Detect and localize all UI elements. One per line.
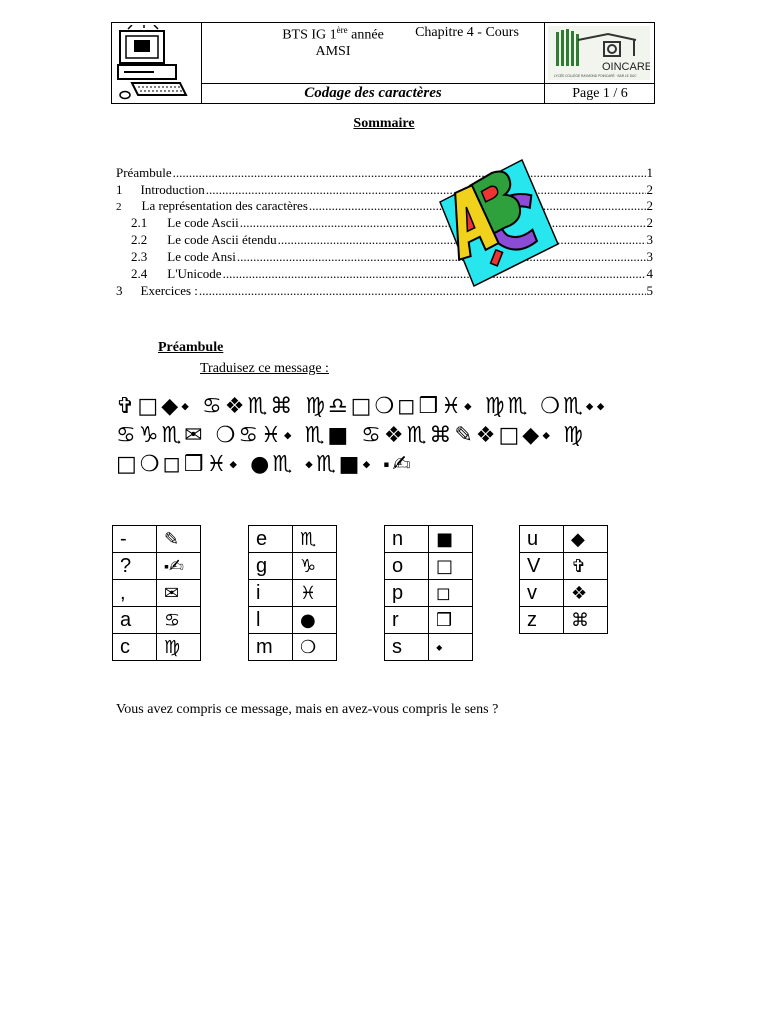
toc-entry-number: 2.2: [131, 232, 148, 247]
plain-char: i: [249, 580, 293, 607]
computer-icon: [114, 25, 198, 102]
toc-entry-title: L'Unicode: [167, 266, 222, 281]
sommaire-heading: Sommaire: [353, 116, 415, 131]
cipher-symbol: ⬝✍: [157, 553, 201, 580]
toc-entry-number: 2: [116, 201, 122, 213]
cipher-key-table: [519, 525, 608, 634]
cipher-symbol: ♑: [293, 553, 337, 580]
plain-char: r: [385, 607, 429, 634]
plain-char: -: [113, 526, 157, 553]
preambule-heading: Préambule: [158, 340, 224, 355]
toc-entry-title: La représentation des caractères: [141, 198, 308, 213]
class-superscript: ère: [336, 25, 348, 35]
plain-char: z: [520, 607, 564, 634]
plain-char: g: [249, 553, 293, 580]
cipher-key-table: [384, 525, 473, 661]
plain-char: c: [113, 634, 157, 661]
cipher-symbol: ✎: [157, 526, 201, 553]
table-row: [520, 607, 608, 634]
cipher-symbol: ♏: [293, 526, 337, 553]
table-row: [385, 526, 473, 553]
table-row: [385, 607, 473, 634]
class-year: année: [347, 27, 384, 43]
plain-char: l: [249, 607, 293, 634]
toc-entry-page: 5: [646, 283, 653, 298]
school-logo: [548, 26, 650, 80]
table-row: [113, 580, 201, 607]
cipher-symbol: ⌘: [564, 607, 608, 634]
toc-entry[interactable]: [116, 182, 653, 198]
toc-entry[interactable]: [116, 215, 653, 231]
plain-char: ,: [113, 580, 157, 607]
table-row: [385, 580, 473, 607]
plain-char: p: [385, 580, 429, 607]
toc-entry[interactable]: [116, 266, 653, 282]
document-header: [111, 22, 655, 104]
plain-char: ?: [113, 553, 157, 580]
toc-entry-title: Le code Ascii étendu: [167, 232, 277, 247]
plain-char: v: [520, 580, 564, 607]
table-row: [385, 634, 473, 661]
closing-question: Vous avez compris ce message, mais en avez-vous compris le sens ?: [116, 702, 499, 717]
cipher-symbol: ✞: [564, 553, 608, 580]
cipher-symbol: ■: [429, 526, 473, 553]
table-row: [249, 634, 337, 661]
toc-entry-number: 2.1: [131, 215, 148, 230]
toc-entry-title: Exercices :: [140, 283, 198, 298]
toc-entry-number: 2.3: [131, 249, 148, 264]
cipher-symbol: ⬩: [429, 634, 473, 661]
cipher-symbol: ♓: [293, 580, 337, 607]
table-row: [385, 553, 473, 580]
cipher-symbol: ✉: [157, 580, 201, 607]
toc-entry[interactable]: [116, 165, 653, 181]
plain-char: m: [249, 634, 293, 661]
table-row: [113, 607, 201, 634]
toc-entry[interactable]: [116, 249, 653, 265]
toc-entry-number: 3: [116, 283, 123, 298]
page-title: Codage des caractères: [304, 85, 442, 101]
plain-char: u: [520, 526, 564, 553]
toc-entry-title: Le code Ansi: [167, 249, 236, 264]
table-row: [249, 526, 337, 553]
plain-char: e: [249, 526, 293, 553]
plain-char: s: [385, 634, 429, 661]
chapter-label: Chapitre 4 - Cours: [415, 25, 519, 40]
plain-char: n: [385, 526, 429, 553]
toc-entry-number: 2.4: [131, 266, 148, 281]
cipher-symbol: ●: [293, 607, 337, 634]
table-row: [249, 553, 337, 580]
toc-entry[interactable]: [116, 198, 653, 214]
table-row: [249, 607, 337, 634]
plain-char: a: [113, 607, 157, 634]
toc-entry-title: Préambule: [116, 165, 172, 180]
page-number: Page 1 / 6: [572, 86, 628, 101]
toc-entry-title: Introduction: [140, 182, 205, 197]
cipher-symbol: ❖: [564, 580, 608, 607]
toc-entry-page: 1: [646, 165, 653, 180]
toc-entry[interactable]: [116, 232, 653, 248]
cipher-symbol: ❒: [429, 607, 473, 634]
preambule-instruction: Traduisez ce message :: [200, 361, 329, 376]
coded-message-line: □❍◻❒♓⬩ ●♏ ⬩♏■⬩ ⬝✍: [116, 452, 414, 477]
toc-entry-page: 3: [646, 249, 653, 264]
cipher-symbol: ◻: [429, 580, 473, 607]
table-row: [113, 634, 201, 661]
cipher-symbol: ❍: [293, 634, 337, 661]
plain-char: o: [385, 553, 429, 580]
cipher-key-table: [112, 525, 201, 661]
toc-entry[interactable]: [116, 283, 653, 299]
cipher-symbol: ♋: [157, 607, 201, 634]
table-row: [520, 526, 608, 553]
table-row: [249, 580, 337, 607]
cipher-symbol: ◆: [564, 526, 608, 553]
table-row: [520, 580, 608, 607]
plain-char: V: [520, 553, 564, 580]
table-row: [520, 553, 608, 580]
toc-entry-page: 3: [646, 232, 653, 247]
class-name: BTS IG 1: [282, 27, 337, 43]
toc-entry-number: 1: [116, 182, 123, 197]
class-section: AMSI: [315, 43, 351, 59]
table-row: [113, 553, 201, 580]
logo-small-text: LYCÉE COLLÈGE RAYMOND POINCARÉ · BAR LE DUC: [554, 74, 637, 78]
logo-text: OINCARE: [602, 61, 650, 73]
table-row: [113, 526, 201, 553]
toc-entry-page: 2: [646, 182, 653, 197]
toc-entry-title: Le code Ascii: [167, 215, 239, 230]
toc-entry-page: 2: [646, 215, 653, 230]
abc-clipart: [422, 152, 562, 288]
toc-entry-page: 2: [646, 198, 653, 213]
coded-message-line: ♋♑♏✉ ❍♋♓⬩ ♏■ ♋❖♏⌘✎❖□◆⬩ ♍: [116, 423, 586, 448]
cipher-key-table: [248, 525, 337, 661]
toc-entry-page: 4: [646, 266, 653, 281]
cipher-symbol: □: [429, 553, 473, 580]
cipher-symbol: ♍: [157, 634, 201, 661]
coded-message-line: ✞□◆⬩ ♋❖♏⌘ ♍♎□❍◻❒♓⬩ ♍♏ ❍♏⬩⬩: [116, 394, 608, 419]
